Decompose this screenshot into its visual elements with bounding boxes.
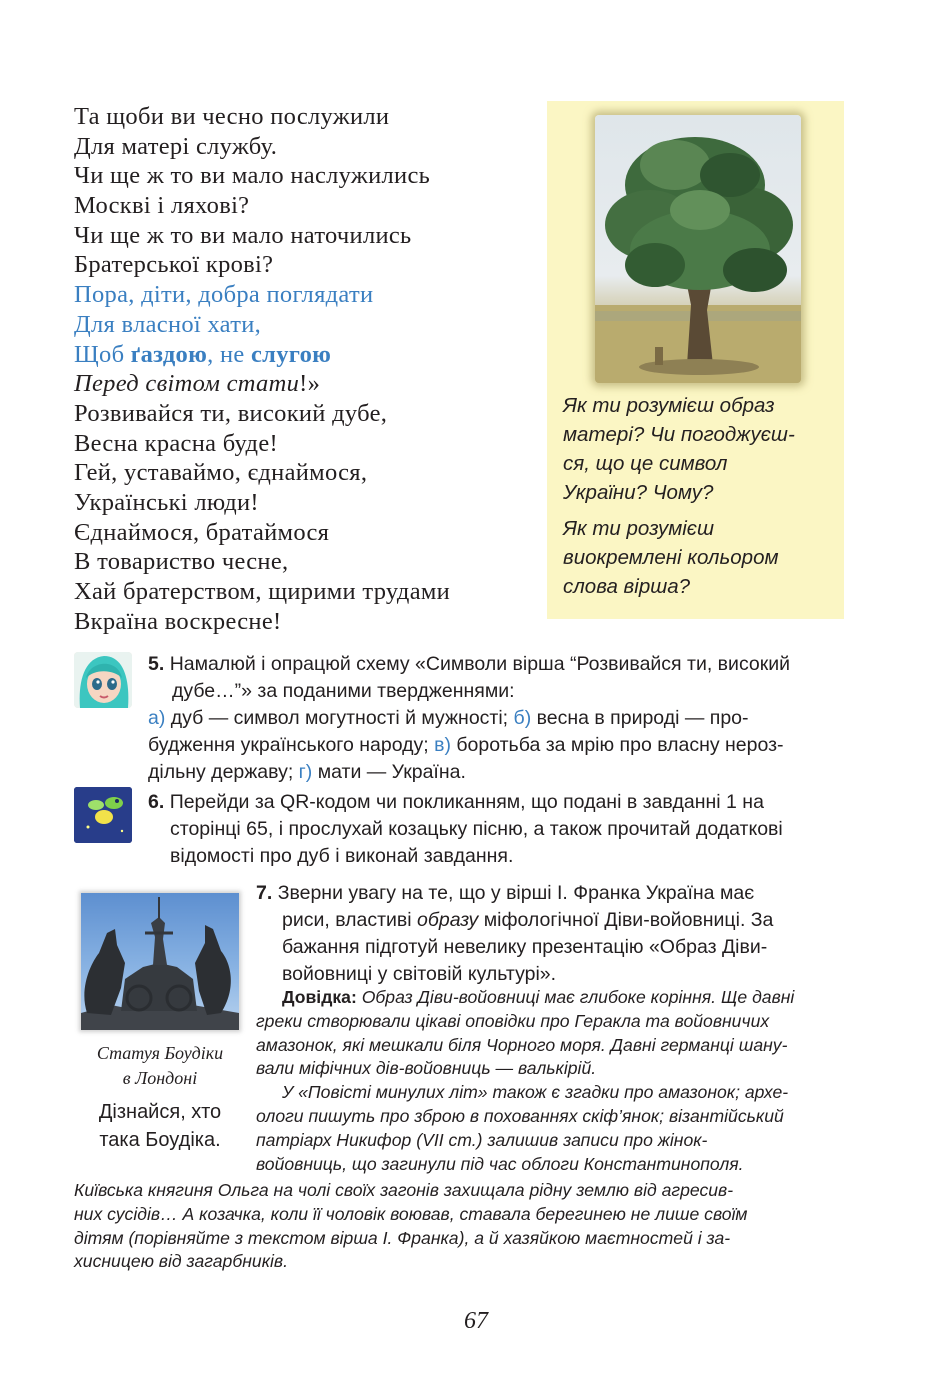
task-text: весна в природі — про- <box>531 707 749 729</box>
bold-word: слугою <box>251 340 332 368</box>
task-line <box>148 789 848 816</box>
poem-line-highlighted: Пора, діти, добра поглядати <box>74 281 374 309</box>
task-text: риси, властиві <box>282 909 418 931</box>
firefly-icon <box>74 787 132 843</box>
answer-marker: г) <box>298 761 313 783</box>
task-text: Зверни увагу на те, що у вірші І. Франка Україна має <box>277 882 755 904</box>
reference-line: ологи пишуть про зброю в похованнях скіф’янок; візантійський <box>256 1105 784 1126</box>
task-text: сторінці 65, і прослухай козацьку пісню, а також прочитай додаткові <box>170 818 783 840</box>
task-6 <box>148 789 848 870</box>
learn-prompt <box>70 1098 250 1154</box>
question-line: Як ти розумієш образ <box>563 394 775 417</box>
question-text-2 <box>563 514 833 601</box>
text-fragment: , не <box>207 340 251 368</box>
poem <box>74 102 544 636</box>
task-text: Намалюй і опрацюй схему «Символи вірша “Розвивайся ти, високий <box>169 653 791 675</box>
poem-line: Вкраїна воскресне! <box>74 607 282 635</box>
bold-word: ґаздою <box>130 340 208 368</box>
question-line: України? Чому? <box>563 481 714 504</box>
reference-line: амазонок, які мешкали біля Чорного моря. Давні германці шану- <box>256 1034 788 1055</box>
reference-line: У «Повісті минулих літ» також є згадки про амазонок; архе- <box>282 1082 789 1103</box>
poem-line-highlighted <box>74 340 544 370</box>
boudica-statue-photo <box>81 893 239 1030</box>
oak-tree-painting <box>595 115 801 383</box>
task-text: дубе…”» за поданими твердженнями: <box>172 680 515 702</box>
firefly-qr-icon <box>74 787 132 843</box>
task-text: будження українського народу; <box>148 734 435 756</box>
caption-line: Статуя Боудіки <box>96 1043 224 1063</box>
learn-line: така Боудіка. <box>99 1129 221 1151</box>
task-5-answers <box>74 705 848 786</box>
poem-line: Чи ще ж то ви мало наточились <box>74 221 412 249</box>
question-line: виокремлені кольором <box>563 546 779 569</box>
question-line: матері? Чи погоджуєш- <box>563 423 795 446</box>
poem-line: Єднаймося, братаймося <box>74 518 330 546</box>
reference-line <box>256 986 846 1010</box>
reference-line: хисницею від загарбників. <box>74 1251 288 1272</box>
task-line <box>256 907 848 934</box>
reference-line: Київська княгиня Ольга на чолі своїх загонів захищала рідну землю від агресив- <box>74 1180 734 1200</box>
task-text: бажання підготуй невелику презентацію «Образ Діви- <box>282 936 768 958</box>
task-line <box>74 732 848 759</box>
task-text: відомості про дуб і виконай завдання. <box>170 845 514 867</box>
caption-line: в Лондоні <box>122 1068 198 1088</box>
task-number: 7. <box>256 882 273 904</box>
poem-line: Москві і ляхові? <box>74 192 250 220</box>
poem-line: Гей, уставаймо, єднаймося, <box>74 459 368 487</box>
poem-line: Для матері службу. <box>74 132 278 160</box>
answer-marker: а) <box>148 707 166 729</box>
statue-illustration <box>81 893 239 1030</box>
italic-text: Перед світом стати <box>74 370 300 398</box>
poem-line: Чи ще ж то ви мало наслужились <box>74 162 431 190</box>
task-text: мати — Україна. <box>312 761 466 783</box>
poem-line: В товариство чесне, <box>74 548 289 576</box>
poem-line-highlighted: Для власної хати, <box>74 310 262 338</box>
task-text: Перейди за QR-кодом чи покликанням, що подані в завданні 1 на <box>169 791 764 813</box>
poem-line: Українські люди! <box>74 488 259 516</box>
question-sidebox <box>547 101 844 619</box>
task-line <box>74 759 848 786</box>
fairy-character-icon <box>74 652 132 708</box>
answer-marker: б) <box>513 707 532 729</box>
task-text: дільну державу; <box>148 761 299 783</box>
learn-line: Дізнайся, хто <box>98 1101 222 1123</box>
task-line <box>74 705 848 732</box>
reference-line: них сусідів… А козачка, коли її чоловік воював, ставала берегинею не лише своїм <box>74 1203 748 1224</box>
reference-line: войовниць, що загинули під час облоги Константинополя. <box>256 1153 744 1174</box>
question-line: ся, що це символ <box>563 452 728 475</box>
answer-marker: в) <box>434 734 451 756</box>
task-text: войовниці у світовій культурі». <box>282 963 557 985</box>
fairy-face-icon <box>74 652 132 708</box>
reference-text: Образ Діви-войовниці має глибоке коріння. Ще давні <box>361 987 795 1007</box>
photo-caption <box>70 1041 250 1091</box>
poem-line: Хай братерством, щирими трудами <box>74 578 451 605</box>
reference-line: вали міфічних дів-войовниць — валькірій. <box>256 1058 597 1079</box>
task-line <box>256 880 848 907</box>
task-number: 6. <box>148 791 165 813</box>
task-text: міфологічної Діви-войовниці. За <box>478 909 774 931</box>
poem-line: Весна красна буде! <box>74 429 278 457</box>
reference-line: дітям (порівняйте з текстом вірша І. Франка), а й хазяйкою маєтностей і за- <box>74 1227 731 1248</box>
text-fragment: !» <box>299 370 321 398</box>
task-text: дуб — символ могутності й мужності; <box>165 707 514 729</box>
poem-line: Та щоби ви чесно послужили <box>74 103 390 130</box>
poem-line: Розвивайся ти, високий дубе, <box>74 399 388 427</box>
task-text: боротьба за мрію про власну нероз- <box>450 734 784 756</box>
question-line: Як ти розумієш <box>563 517 714 540</box>
page-number: 67 <box>464 1308 488 1334</box>
task-7 <box>256 880 848 988</box>
question-text-1 <box>563 391 833 507</box>
reference-line: греки створювали цікаві оповідки про Геракла та войовничих <box>256 1010 770 1031</box>
reference-line: патріарх Никифор (VII ст.) залишив записи про жінок- <box>256 1129 708 1150</box>
poem-line-italic <box>74 369 544 399</box>
reference-continuation <box>74 1179 848 1274</box>
reference-block <box>256 986 846 1176</box>
question-line: слова вірша? <box>563 575 691 598</box>
reference-label: Довідка: <box>282 987 357 1007</box>
task-5 <box>148 651 848 705</box>
poem-line: Братерської крові? <box>74 251 274 279</box>
task-number: 5. <box>148 653 165 675</box>
oak-tree-illustration <box>595 115 801 383</box>
task-line <box>148 651 848 678</box>
italic-word: образу <box>417 909 479 931</box>
text-fragment: Щоб <box>74 340 131 368</box>
